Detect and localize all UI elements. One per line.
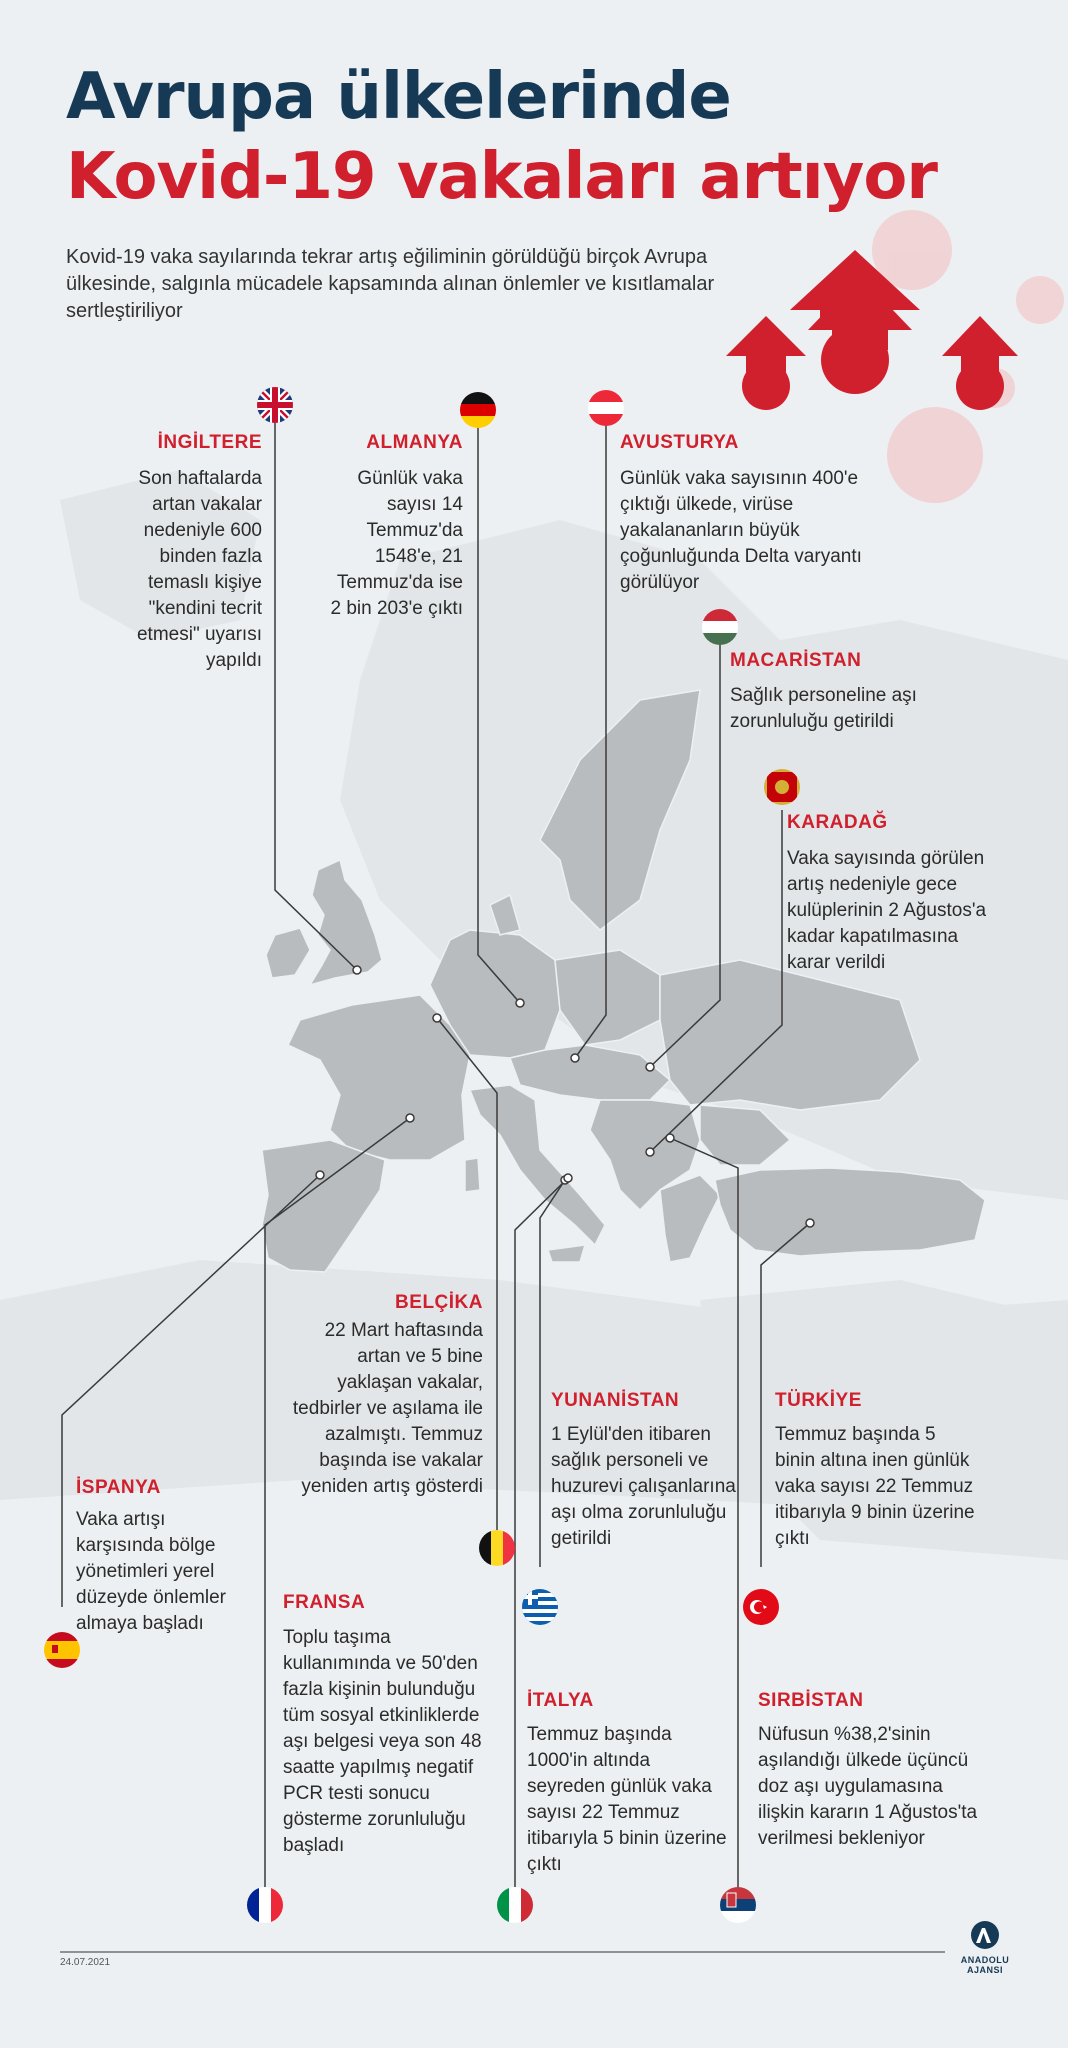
country-text-macaristan: Sağlık personeline aşı zorunluluğu getirildi [730,685,917,732]
title-line-2: Kovid-19 vakaları artıyor [66,140,937,214]
intro-paragraph: Kovid-19 vaka sayılarında tekrar artış eğiliminin görüldüğü birçok Avrupa ülkesinde, salgınla mücadele kapsamında alınan önlemler ve kısıtlamalar sertleştiriliyor [66,246,715,322]
greece-flag [522,1589,558,1625]
country-text-belcika: 22 Mart haftasında artan ve 5 bine yaklaşan vakalar, tedbirler ve aşılama ile azalmıştı. Temmuz başında ise vakalar yeniden artış gösterdi [292,1320,483,1497]
country-text-turkiye: Temmuz başında 5 binin altına inen günlük vaka sayısı 22 Temmuz itibarıyla 9 binin üzerine çıktı [775,1424,975,1549]
country-name-avusturya: AVUSTURYA [620,432,739,453]
country-name-fransa: FRANSA [283,1592,366,1613]
country-name-turkiye: TÜRKİYE [775,1390,862,1411]
country-text-ispanya: Vaka artışı karşısında bölge yönetimleri yerel düzeyde önlemler almaya başladı [76,1509,226,1634]
austria-flag [588,390,624,426]
country-text-yunanistan: 1 Eylül'den itibaren sağlık personeli ve huzurevi çalışanlarına aşı olma zorunluluğu getirildi [551,1424,736,1549]
country-text-sirbistan: Nüfusun %38,2'sinin aşılandığı ülkede üçüncü doz aşı uygulamasına ilişkin kararın 1 Ağustos'ta verilmesi bekleniyor [758,1724,978,1849]
country-name-ingiltere: İNGİLTERE [157,432,262,453]
country-name-karadag: KARADAĞ [787,812,888,833]
country-text-almanya: Günlük vaka sayısı 14 Temmuz'da 1548'e, 21 Temmuz'da ise 2 bin 203'e çıktı [330,468,463,619]
country-name-belcika: BELÇİKA [395,1292,483,1313]
publish-date: 24.07.2021 [60,1957,111,1968]
germany-flag [460,392,496,428]
uk-flag [257,387,293,423]
turkey-flag [743,1589,779,1625]
rising-arrows-icon [726,250,1018,410]
spain-flag [44,1632,80,1668]
country-name-macaristan: MACARİSTAN [730,650,862,671]
country-text-ingiltere: Son haftalarda artan vakalar nedeniyle 600 binden fazla temaslı kişiye "kendini tecrit etmesi" uyarısı yapıldı [136,468,262,671]
country-text-avusturya: Günlük vaka sayısının 400'e çıktığı ülkede, virüse yakalananların büyük çoğunluğunda Delta varyantı görülüyor [620,468,862,593]
country-name-yunanistan: YUNANİSTAN [551,1390,680,1411]
anadolu-agency-logo [950,1920,1020,1975]
country-name-ispanya: İSPANYA [76,1477,161,1498]
country-name-italya: İTALYA [527,1690,594,1711]
country-text-italya: Temmuz başında 1000'in altında seyreden günlük vaka sayısı 22 Temmuz itibarıyla 5 binin üzerine çıktı [527,1724,727,1875]
country-name-almanya: ALMANYA [366,432,463,453]
serbia-flag [720,1887,756,1923]
montenegro-flag [764,769,800,805]
country-name-sirbistan: SIRBİSTAN [758,1690,864,1711]
title-line-1: Avrupa ülkelerinde [66,60,731,134]
country-text-karadag: Vaka sayısında görülen artış nedeniyle gece kulüplerinin 2 Ağustos'a kadar kapatılmasına karar verildi [787,848,987,973]
belgium-flag [479,1530,515,1566]
agency-name: ANADOLU AJANSI [960,1955,1010,1975]
italy-flag [497,1887,533,1923]
aa-logo-icon [965,1920,1005,1950]
france-flag [247,1887,283,1923]
country-text-fransa: Toplu taşıma kullanımında ve 50'den fazla kişinin bulunduğu tüm sosyal etkinliklerde aşı belgesi veya son 48 saatte yapılmış negatif PCR testi sonucu gösterme zorunluluğu başladı [283,1627,482,1856]
hungary-flag [702,609,738,645]
